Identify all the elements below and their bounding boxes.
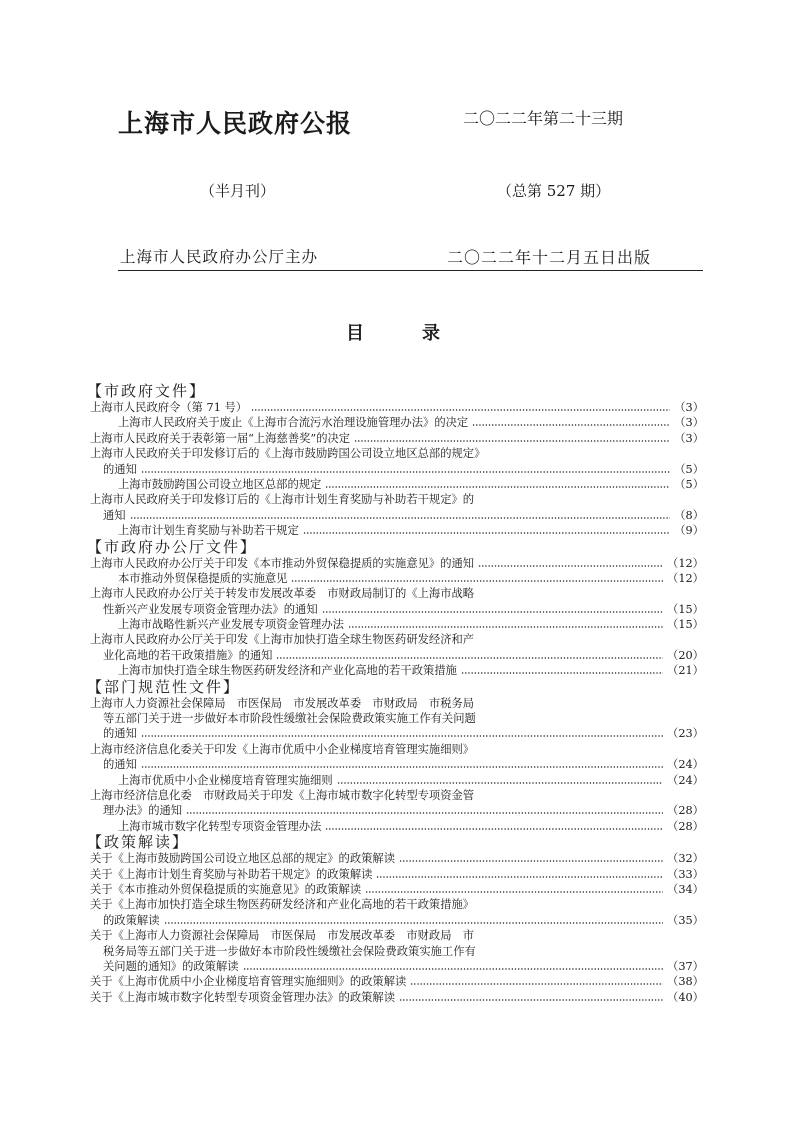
- toc-entry-text: 上海市人民政府关于印发修订后的《上海市计划生育奖励与补助若干规定》的: [90, 493, 475, 507]
- toc-entry[interactable]: [90, 492, 704, 507]
- toc-entry-text: 上海市人民政府关于表彰第一届“上海慈善奖”的决定: [90, 431, 351, 445]
- toc-entry-text: 上海市人民政府办公厅关于印发《上海市加快打造全球生物医药研发经济和产: [90, 633, 475, 647]
- toc-entry-continuation[interactable]: [90, 913, 704, 928]
- toc-page-number: （15）: [667, 602, 704, 616]
- toc-entry-continuation[interactable]: [90, 648, 704, 663]
- toc-entry[interactable]: [90, 990, 704, 1005]
- dot-leader: [291, 571, 663, 586]
- toc-entry-text: 上海市鼓励跨国公司设立地区总部的规定: [118, 477, 322, 491]
- dot-leader: [399, 851, 663, 866]
- toc-entry-text: 关于《上海市加快打造全球生物医药研发经济和产业化高地的若干政策措施》: [90, 898, 475, 912]
- toc-entry-text: 上海市人民政府令（第 71 号）: [90, 401, 248, 414]
- toc-page-number: （20）: [667, 648, 704, 662]
- toc-entry[interactable]: [90, 897, 704, 912]
- toc-page-number: （5）: [674, 462, 704, 476]
- toc-page-number: （3）: [674, 416, 704, 430]
- toc-heading-char: 录: [422, 323, 440, 344]
- toc-entry-continuation[interactable]: [90, 711, 704, 726]
- toc-entry-text: 上海市人民政府办公厅关于转发市发展改革委 市财政局制订的《上海市战略: [90, 587, 475, 601]
- dot-leader: [325, 819, 663, 834]
- toc-entry[interactable]: [90, 571, 704, 586]
- toc-entry-text: 上海市经济信息化委 市财政局关于印发《上海市城市数字化转型专项资金管: [90, 788, 475, 802]
- toc-entry[interactable]: [90, 974, 704, 989]
- toc-entry-text: 性新兴产业发展专项资金管理办法》的通知: [103, 602, 318, 616]
- toc-entry-text: 关于《本市推动外贸保稳提质的实施意见》的政策解读: [90, 882, 362, 896]
- header-divider: [118, 270, 703, 271]
- toc-entry-text: 关于《上海市计划生育奖励与补助若干规定》的政策解读: [90, 867, 373, 881]
- toc-page-number: （12）: [667, 571, 704, 585]
- dot-leader: [472, 415, 670, 430]
- toc-entry-text: 关于《上海市鼓励跨国公司设立地区总部的规定》的政策解读: [90, 852, 396, 866]
- toc-entry-continuation[interactable]: [90, 944, 704, 959]
- toc-entry[interactable]: [90, 696, 704, 711]
- toc-page-number: （23）: [667, 727, 704, 741]
- dot-leader: [354, 431, 670, 446]
- dot-leader: [410, 974, 663, 989]
- dot-leader: [186, 803, 663, 818]
- toc-page-number: （3）: [674, 401, 704, 414]
- dot-leader: [251, 400, 670, 415]
- toc-entry[interactable]: [90, 928, 704, 943]
- dot-leader: [337, 773, 663, 788]
- toc-entry[interactable]: [90, 477, 704, 492]
- toc-entry-text: 上海市人民政府关于印发修订后的《上海市鼓励跨国公司设立地区总部的规定》: [90, 447, 486, 461]
- dot-leader: [130, 508, 671, 523]
- toc-entry-text: 的通知: [103, 758, 137, 772]
- toc-entry-text: 关于《上海市城市数字化转型专项资金管理办法》的政策解读: [90, 990, 396, 1004]
- toc-page-number: （34）: [667, 882, 704, 896]
- toc-heading: [346, 319, 440, 345]
- toc-page-number: （33）: [667, 867, 704, 881]
- toc-entry-continuation[interactable]: [90, 803, 704, 818]
- toc-entry-text: 关于《上海市人力资源社会保障局 市医保局 市发展改革委 市财政局 市: [90, 929, 475, 943]
- toc-entry[interactable]: [90, 446, 704, 461]
- toc-page-number: （28）: [667, 804, 704, 818]
- toc-entry-continuation[interactable]: [90, 757, 704, 772]
- toc-entry-text: 上海市人民政府办公厅关于印发《本市推动外贸保稳提质的实施意见》的通知: [90, 556, 475, 570]
- toc-entry[interactable]: [90, 431, 704, 446]
- toc-entry-text: 上海市人民政府关于废止《上海市合流污水治理设施管理办法》的决定: [118, 416, 469, 430]
- publish-date: 二〇二二年十二月五日出版: [447, 248, 652, 267]
- toc-entry-text: 税务局等五部门关于进一步做好本市阶段性缓缴社会保险费政策实施工作有: [103, 944, 476, 958]
- toc-entry-continuation[interactable]: [90, 726, 704, 741]
- dot-leader: [325, 477, 670, 492]
- toc-entry-text: 的通知: [103, 462, 137, 476]
- dot-leader: [365, 882, 663, 897]
- toc-entry[interactable]: [90, 556, 704, 571]
- dot-leader: [478, 556, 663, 571]
- toc-page-number: （40）: [667, 990, 704, 1004]
- toc-entry[interactable]: [90, 586, 704, 601]
- toc-entry[interactable]: [90, 851, 704, 866]
- toc-page-number: （15）: [667, 618, 704, 632]
- dot-leader: [141, 757, 663, 772]
- dot-leader: [276, 648, 663, 663]
- dot-leader: [164, 913, 664, 928]
- toc-entry[interactable]: [90, 819, 704, 834]
- toc-entry[interactable]: [90, 663, 704, 678]
- toc-entry-continuation[interactable]: [90, 508, 704, 523]
- toc-page-number: （5）: [674, 477, 704, 491]
- toc-page-number: （3）: [674, 431, 704, 445]
- toc-entry-text: 通知: [103, 508, 126, 522]
- toc-page-number: （8）: [674, 508, 704, 522]
- toc-entry-text: 业化高地的若干政策措施》的通知: [103, 648, 273, 662]
- dot-leader: [243, 959, 663, 974]
- toc-section-heading: 【市政府办公厅文件】: [87, 537, 258, 556]
- toc-heading-char: 目: [346, 323, 364, 344]
- toc-section-heading: 【部门规范性文件】: [87, 677, 241, 696]
- toc-page-number: （9）: [674, 524, 704, 538]
- toc-page-number: （24）: [667, 758, 704, 772]
- toc-entry-continuation[interactable]: [90, 462, 704, 477]
- toc-entry-text: 上海市战略性新兴产业发展专项资金管理办法: [118, 618, 344, 632]
- toc-entry-text: 上海市经济信息化委关于印发《上海市优质中小企业梯度培育管理实施细则》: [90, 742, 475, 756]
- dot-leader: [461, 663, 663, 678]
- gazette-title: 上海市人民政府公报: [118, 109, 353, 138]
- toc-entry-text: 本市推动外贸保稳提质的实施意见: [118, 571, 288, 585]
- toc-entry[interactable]: [90, 882, 704, 897]
- toc-entry-continuation[interactable]: [90, 602, 704, 617]
- table-of-contents: [87, 382, 704, 1005]
- total-issue-number: （总第 527 期）: [497, 182, 611, 200]
- toc-page-number: （28）: [667, 819, 704, 833]
- sponsor: 上海市人民政府办公厅主办: [120, 248, 319, 266]
- toc-entry-text: 关问题的通知》的政策解读: [103, 959, 239, 973]
- dot-leader: [348, 617, 663, 632]
- dot-leader: [376, 867, 663, 882]
- toc-entry-text: 上海市优质中小企业梯度培育管理实施细则: [118, 773, 333, 787]
- toc-page-number: （24）: [667, 773, 704, 787]
- toc-entry[interactable]: [90, 788, 704, 803]
- toc-entry[interactable]: [90, 632, 704, 647]
- toc-entry-text: 理办法》的通知: [103, 804, 183, 818]
- issue-number: 二〇二二年第二十三期: [463, 109, 624, 128]
- toc-section-heading: 【市政府文件】: [87, 382, 207, 400]
- toc-page-number: （37）: [667, 959, 704, 973]
- toc-entry[interactable]: [90, 742, 704, 757]
- toc-entry[interactable]: [90, 415, 704, 430]
- toc-entry-text: 上海市城市数字化转型专项资金管理办法: [118, 819, 322, 833]
- toc-entry[interactable]: [90, 523, 704, 538]
- toc-page-number: （32）: [667, 852, 704, 866]
- toc-entry[interactable]: [90, 400, 704, 415]
- toc-entry-text: 上海市计划生育奖励与补助若干规定: [118, 524, 299, 538]
- toc-entry-continuation[interactable]: [90, 959, 704, 974]
- dot-leader: [303, 523, 670, 538]
- dot-leader: [141, 726, 663, 741]
- toc-entry-text: 等五部门关于进一步做好本市阶段性缓缴社会保险费政策实施工作有关问题: [103, 712, 476, 726]
- toc-entry[interactable]: [90, 867, 704, 882]
- dot-leader: [141, 462, 670, 477]
- toc-page-number: （35）: [667, 913, 704, 927]
- toc-page-number: （21）: [667, 664, 704, 678]
- toc-entry-text: 上海市人力资源社会保障局 市医保局 市发展改革委 市财政局 市税务局: [90, 696, 475, 710]
- toc-entry[interactable]: [90, 773, 704, 788]
- toc-entry-text: 的通知: [103, 727, 137, 741]
- publication-frequency: （半月刊）: [200, 182, 276, 200]
- toc-section-heading: 【政策解读】: [87, 833, 190, 852]
- toc-entry-text: 的政策解读: [103, 913, 160, 927]
- toc-page-number: （12）: [667, 556, 704, 570]
- dot-leader: [322, 602, 663, 617]
- toc-entry-text: 上海市加快打造全球生物医药研发经济和产业化高地的若干政策措施: [118, 664, 457, 678]
- dot-leader: [399, 990, 663, 1005]
- toc-entry[interactable]: [90, 617, 704, 632]
- toc-page-number: （38）: [667, 975, 704, 989]
- toc-entry-text: 关于《上海市优质中小企业梯度培育管理实施细则》的政策解读: [90, 975, 407, 989]
